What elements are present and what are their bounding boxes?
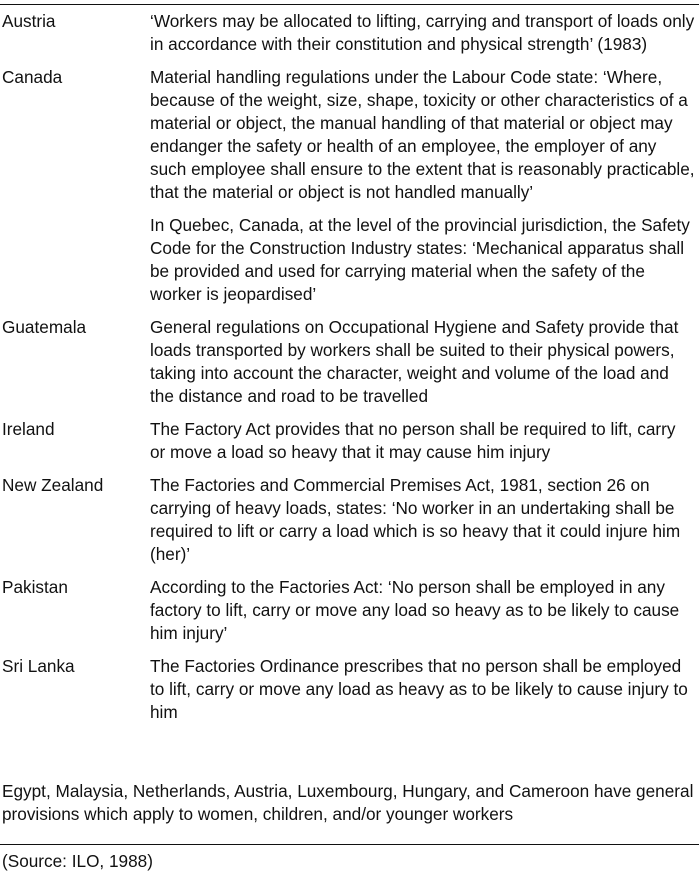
regulation-paragraph: General regulations on Occupational Hygiene and Safety provide that loads transported by workers shall be suited to their physical powers, taking into account the character, weight and volume of the load and the distance and road to be travelled <box>150 317 679 406</box>
general-provisions-note: Egypt, Malaysia, Netherlands, Austria, Luxembourg, Hungary, and Cameroon have general provisions which apply to women, children, and/or younger workers <box>2 781 694 824</box>
regulation-text <box>150 418 699 464</box>
regulations-table <box>0 10 699 734</box>
source-citation: (Source: ILO, 1988) <box>2 851 153 871</box>
table-row-sri-lanka <box>0 655 699 724</box>
country-name: Ireland <box>2 419 55 439</box>
regulation-text <box>150 316 699 408</box>
table-row-canada <box>0 66 699 306</box>
regulation-paragraph: In Quebec, Canada, at the level of the provincial jurisdiction, the Safety Code for the Construction Industry states: ‘Mechanical apparatus shall be provided and used for carrying material when the safety of the worker is jeopardised’ <box>150 215 690 304</box>
table-row-pakistan <box>0 576 699 645</box>
table-row-new-zealand <box>0 474 699 566</box>
country-name: Sri Lanka <box>2 656 75 676</box>
country-name: Canada <box>2 67 63 87</box>
regulation-text <box>150 10 699 56</box>
regulation-text <box>150 655 699 724</box>
regulation-text <box>150 66 699 306</box>
regulation-paragraph: The Factories Ordinance prescribes that no person shall be employed to lift, carry or move any load as heavy as to be likely to cause injury to him <box>150 656 688 722</box>
regulation-paragraph: The Factories and Commercial Premises Act, 1981, section 26 on carrying of heavy loads, states: ‘No worker in an undertaking shall be required to lift or carry a load which is so heavy that it could injure him (her)’ <box>150 475 681 564</box>
regulation-paragraph: The Factory Act provides that no person shall be required to lift, carry or move a load so heavy that it may cause him injury <box>150 419 676 462</box>
table-row-guatemala <box>0 316 699 408</box>
top-rule <box>0 4 699 5</box>
country-name: Pakistan <box>2 577 68 597</box>
regulation-paragraph: Material handling regulations under the Labour Code state: ‘Where, because of the weight, size, shape, toxicity or other characteristics of a material or object, the manual handling of that material or object may endanger the safety or health of an employee, the employer of any such employee shall ensure to the extent that is reasonably practicable, that the material or object is not handled manually’ <box>150 67 695 202</box>
country-name: Austria <box>2 11 56 31</box>
table-row-ireland <box>0 418 699 464</box>
regulation-paragraph: According to the Factories Act: ‘No person shall be employed in any factory to lift, carry or move any load so heavy as to be likely to cause him injury’ <box>150 577 680 643</box>
country-name: Guatemala <box>2 317 87 337</box>
table-row-austria <box>0 10 699 56</box>
regulation-paragraph: ‘Workers may be allocated to lifting, carrying and transport of loads only in accordance with their constitution and physical strength’ (1983) <box>150 11 695 54</box>
bottom-rule <box>0 844 699 845</box>
regulation-text <box>150 576 699 645</box>
country-name: New Zealand <box>2 475 104 495</box>
regulation-text <box>150 474 699 566</box>
